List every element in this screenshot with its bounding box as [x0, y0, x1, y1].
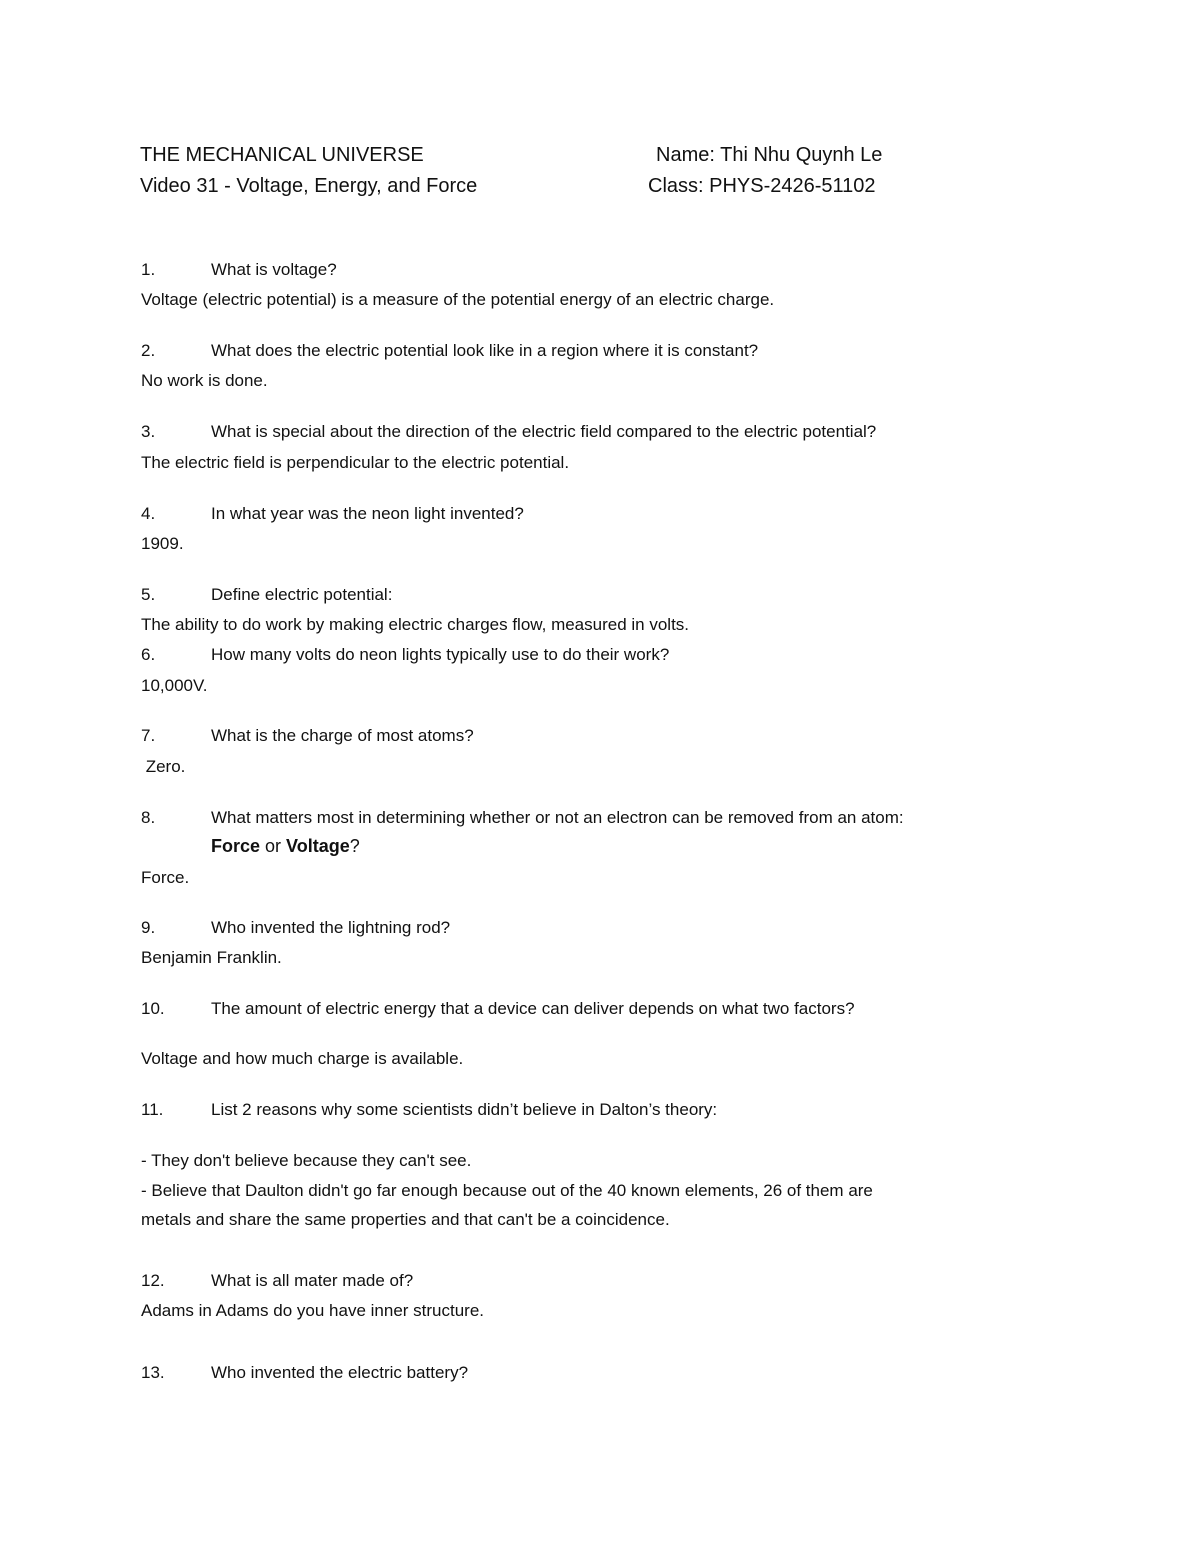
question-number: 8.	[141, 808, 156, 827]
question-2	[141, 340, 758, 362]
question-10	[141, 998, 855, 1020]
question-text: What is all mater made of?	[211, 1271, 414, 1290]
question-7	[141, 725, 474, 747]
question-9	[141, 917, 450, 939]
question-number: 5.	[141, 585, 156, 604]
question-3	[141, 421, 876, 443]
question-text: Define electric potential:	[211, 585, 393, 604]
question-text: How many volts do neon lights typically use to do their work?	[211, 645, 670, 664]
answer-12: Adams in Adams do you have inner structure.	[141, 1301, 485, 1320]
answer-11-line-1: - They don't believe because they can't see.	[141, 1151, 472, 1170]
question-5	[141, 584, 392, 606]
question-text: In what year was the neon light invented?	[211, 504, 524, 523]
question-mark: ?	[349, 836, 360, 856]
question-number: 6.	[141, 645, 156, 664]
student-name: Name: Thi Nhu Quynh Le	[656, 144, 883, 166]
question-number: 7.	[141, 726, 156, 745]
answer-4: 1909.	[141, 534, 184, 553]
question-text: Who invented the lightning rod?	[211, 918, 451, 937]
question-text: What matters most in determining whether or not an electron can be removed from an atom:	[211, 808, 904, 827]
question-text: What is the charge of most atoms?	[211, 726, 474, 745]
choice-force: Force	[211, 836, 261, 856]
class-label: Class: PHYS-2426-51102	[648, 175, 876, 197]
question-8	[141, 807, 904, 829]
question-text: Who invented the electric battery?	[211, 1363, 469, 1382]
question-text: What is voltage?	[211, 260, 337, 279]
question-number: 3.	[141, 422, 156, 441]
question-4	[141, 503, 524, 525]
answer-11-line-3: metals and share the same properties and that can't be a coincidence.	[141, 1210, 670, 1229]
question-1	[141, 259, 337, 281]
answer-5: The ability to do work by making electric charges flow, measured in volts.	[141, 615, 690, 634]
question-number: 10.	[141, 999, 165, 1018]
choice-or: or	[260, 836, 287, 856]
question-number: 4.	[141, 504, 156, 523]
question-text: What is special about the direction of the electric field compared to the electric potential?	[211, 422, 877, 441]
question-number: 13.	[141, 1363, 165, 1382]
question-number: 11.	[141, 1100, 164, 1119]
choice-voltage: Voltage	[286, 836, 350, 856]
question-number: 9.	[141, 918, 156, 937]
answer-6: 10,000V.	[141, 676, 208, 695]
question-text: What does the electric potential look like in a region where it is constant?	[211, 341, 759, 360]
answer-1: Voltage (electric potential) is a measure of the potential energy of an electric charge.	[141, 290, 775, 309]
answer-8: Force.	[141, 868, 190, 887]
question-12	[141, 1270, 413, 1292]
answer-9: Benjamin Franklin.	[141, 948, 282, 967]
video-title: Video 31 - Voltage, Energy, and Force	[140, 175, 478, 197]
series-title: THE MECHANICAL UNIVERSE	[140, 144, 424, 166]
question-number: 12.	[141, 1271, 165, 1290]
answer-3: The electric field is perpendicular to the electric potential.	[141, 453, 570, 472]
question-number: 1.	[141, 260, 156, 279]
answer-11-line-2: - Believe that Daulton didn't go far enough because out of the 40 known elements, 26 of them are	[141, 1181, 873, 1200]
question-13	[141, 1362, 468, 1384]
answer-7: Zero.	[141, 757, 186, 776]
answer-10: Voltage and how much charge is available.	[141, 1049, 464, 1068]
answer-2: No work is done.	[141, 371, 268, 390]
question-11	[141, 1099, 717, 1121]
question-text: List 2 reasons why some scientists didn’t believe in Dalton’s theory:	[211, 1100, 718, 1119]
question-number: 2.	[141, 341, 156, 360]
question-text: The amount of electric energy that a device can deliver depends on what two factors?	[211, 999, 855, 1018]
question-8-choices	[211, 834, 360, 858]
question-6	[141, 644, 669, 666]
